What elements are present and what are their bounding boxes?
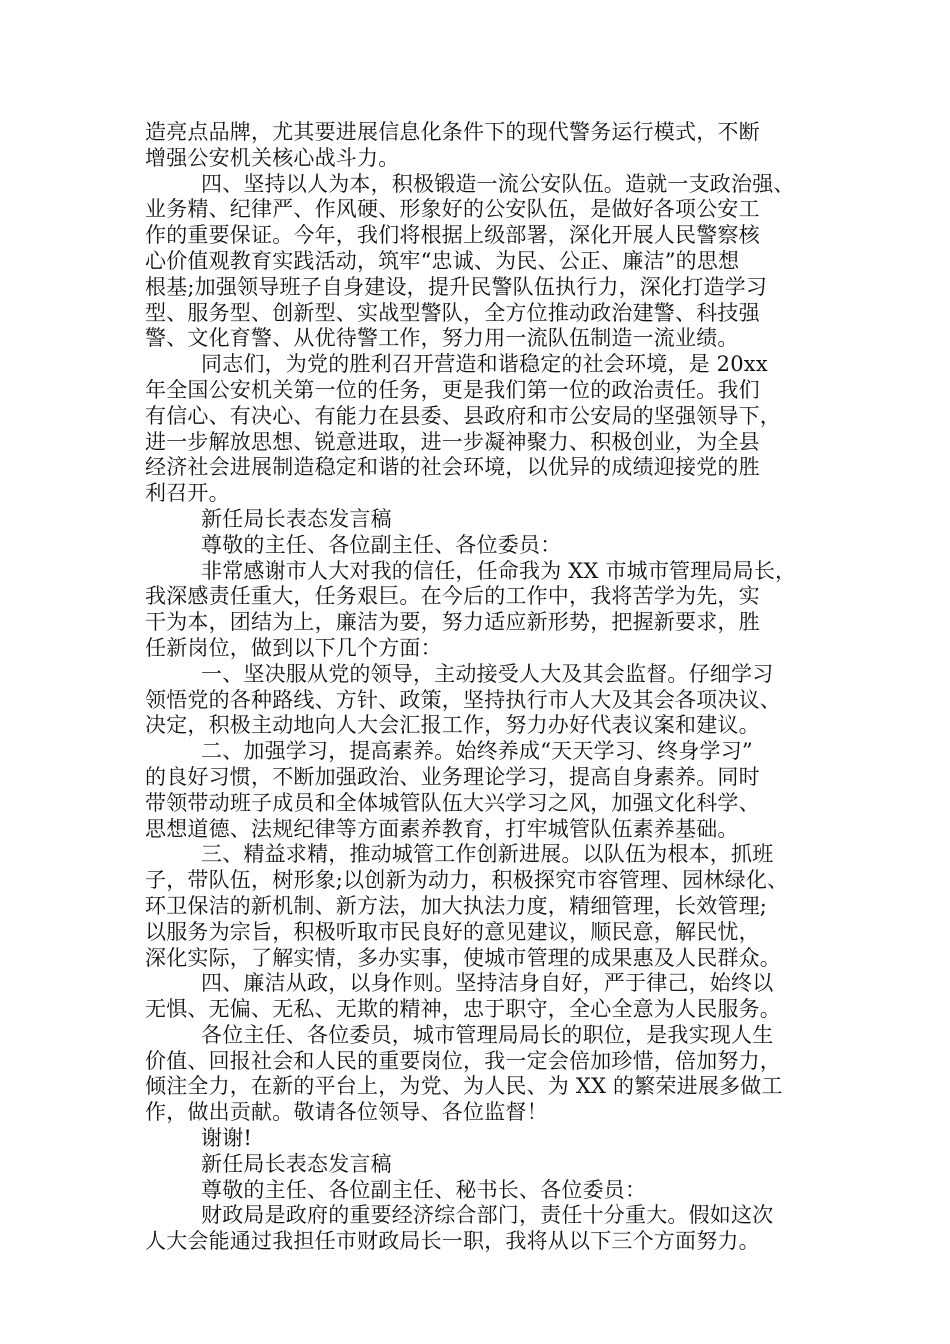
text-line: 经济社会进展制造稳定和谐的社会环境，以优异的成绩迎接党的胜 [145, 455, 760, 480]
text-line: 尊敬的主任、各位副主任、各位委员： [201, 532, 562, 557]
text-line: 作的重要保证。今年，我们将根据上级部署，深化开展人民警察核 [145, 223, 760, 248]
text-line: 利召开。 [145, 481, 230, 506]
text-line: 财政局是政府的重要经济综合部门，责任十分重大。假如这次 [201, 1203, 774, 1228]
text-line: 带领带动班子成员和全体城管队伍大兴学习之风，加强文化科学、 [145, 790, 760, 815]
text-line: 进一步解放思想、锐意进取，进一步凝神聚力、积极创业，为全县 [145, 429, 760, 454]
text-line: 决定，积极主动地向人大会汇报工作，努力办好代表议案和建议。 [145, 713, 760, 738]
text-line: 四、廉洁从政，以身作则。坚持洁身自好，严于律己，始终以 [201, 971, 774, 996]
text-line: 增强公安机关核心战斗力。 [145, 145, 400, 170]
text-line: 有信心、有决心、有能力在县委、县政府和市公安局的坚强领导下， [145, 403, 781, 428]
text-line: 我深感责任重大，任务艰巨。在今后的工作中，我将苦学为先，实 [145, 584, 760, 609]
text-line: 以服务为宗旨，积极听取市民良好的意见建议，顺民意，解民忧， [145, 919, 760, 944]
text-line: 干为本，团结为上，廉洁为要，努力适应新形势，把握新要求，胜 [145, 610, 760, 635]
text-line: 尊敬的主任、各位副主任、秘书长、各位委员： [201, 1177, 647, 1202]
text-line: 三、精益求精，推动城管工作创新进展。以队伍为根本，抓班 [201, 842, 774, 867]
text-line: 环卫保洁的新机制、新方法，加大执法力度，精细管理，长效管理; [145, 893, 768, 918]
text-line: 型、服务型、创新型、实战型警队，全方位推动政治建警、科技强 [145, 300, 760, 325]
text-line: 二、加强学习，提高素养。始终养成“天天学习、终身学习” [201, 739, 753, 764]
text-line: 造亮点品牌，尤其要进展信息化条件下的现代警务运行模式，不断 [145, 120, 760, 144]
text-line: 无惧、无偏、无私、无欺的精神，忠于职守，全心全意为人民服务。 [145, 997, 781, 1022]
text-line: 警、文化育警、从优待警工作，努力用一流队伍制造一流业绩。 [145, 326, 739, 351]
text-line: 人大会能通过我担任市财政局长一职，我将从以下三个方面努力。 [145, 1229, 760, 1254]
text-line: 深化实际，了解实情，多办实事，使城市管理的成果惠及人民群众。 [145, 945, 781, 970]
text-line: 根基;加强领导班子自身建设，提升民警队伍执行力，深化打造学习 [145, 274, 768, 299]
text-line: 新任局长表态发言稿 [201, 506, 392, 531]
text-line: 任新岗位，做到以下几个方面： [145, 635, 442, 660]
text-line: 同志们，为党的胜利召开营造和谐稳定的社会环境，是 20xx [201, 352, 768, 377]
text-line: 业务精、纪律严、作风硬、形象好的公安队伍，是做好各项公安工 [145, 197, 760, 222]
text-line: 心价值观教育实践活动，筑牢“忠诚、为民、公正、廉洁”的思想 [145, 248, 740, 273]
document-page [145, 120, 809, 1255]
text-line: 子，带队伍，树形象;以创新为动力，积极探究市容管理、园林绿化、 [145, 868, 789, 893]
text-line: 谢谢! [201, 1126, 253, 1151]
text-line: 一、坚决服从党的领导，主动接受人大及其会监督。仔细学习 [201, 661, 774, 686]
text-line: 四、坚持以人为本，积极锻造一流公安队伍。造就一支政治强、 [201, 171, 795, 196]
text-line: 非常感谢市人大对我的信任，任命我为 XX 市城市管理局局长， [201, 558, 797, 583]
text-line: 作，做出贡献。敬请各位领导、各位监督！ [145, 1100, 548, 1125]
text-line: 思想道德、法规纪律等方面素养教育，打牢城管队伍素养基础。 [145, 816, 739, 841]
text-line: 的良好习惯，不断加强政治、业务理论学习，提高自身素养。同时 [145, 764, 760, 789]
text-line: 价值、回报社会和人民的重要岗位，我一定会倍加珍惜，倍加努力， [145, 1048, 781, 1073]
text-line: 新任局长表态发言稿 [201, 1151, 392, 1176]
text-line: 年全国公安机关第一位的任务，更是我们第一位的政治责任。我们 [145, 377, 760, 402]
text-line: 领悟党的各种路线、方针、政策，坚持执行市人大及其会各项决议、 [145, 687, 781, 712]
text-line: 倾注全力，在新的平台上，为党、为人民、为 XX 的繁荣进展多做工 [145, 1074, 783, 1099]
text-line: 各位主任、各位委员，城市管理局局长的职位，是我实现人生 [201, 1022, 774, 1047]
